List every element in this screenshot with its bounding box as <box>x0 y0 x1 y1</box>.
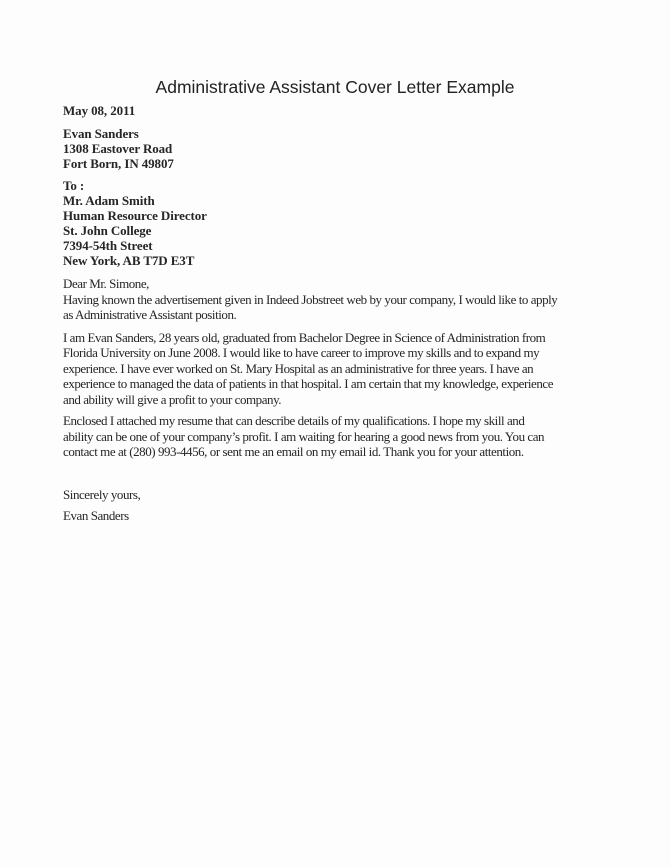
salutation: Dear Mr. Simone, <box>63 276 149 291</box>
recipient-street: 7394-54th Street <box>63 238 153 253</box>
paragraph-closing-statement <box>63 413 620 460</box>
recipient-address-block <box>63 178 620 268</box>
recipient-name: Mr. Adam Smith <box>63 193 155 208</box>
recipient-label: To : <box>63 178 85 193</box>
paragraph-line: Florida University on June 2008. I would like to have career to improve my skills and to expand my <box>63 345 540 360</box>
sender-address-block <box>63 126 620 171</box>
paragraph-line: experience. I have ever worked on St. Mary Hospital as an administrative for three years. I have an <box>63 360 534 376</box>
paragraph-opening <box>63 276 620 323</box>
signature-name: Evan Sanders <box>63 508 129 523</box>
recipient-organization: St. John College <box>63 223 152 238</box>
recipient-city-postal: New York, AB T7D E3T <box>63 253 195 268</box>
sender-city-state-zip: Fort Born, IN 49807 <box>63 156 174 171</box>
letter-date: May 08, 2011 <box>63 103 136 118</box>
page-title: Administrative Assistant Cover Letter Example <box>155 77 515 97</box>
paragraph-line: and ability will give a profit to your company. <box>63 391 282 407</box>
sender-street: 1308 Eastover Road <box>63 141 173 156</box>
paragraph-qualifications <box>63 330 620 408</box>
paragraph-line: Enclosed I attached my resume that can describe details of my qualifications. I hope my skill and <box>63 413 525 428</box>
letter-content <box>63 103 620 524</box>
paragraph-line: experience to managed the data of patients in that hospital. I am certain that my knowledge, experience <box>63 376 554 391</box>
sender-name: Evan Sanders <box>63 126 139 141</box>
paragraph-line: as Administrative Assistant position. <box>63 307 237 322</box>
recipient-job-title: Human Resource Director <box>63 208 207 223</box>
paragraph-line: I am Evan Sanders, 28 years old, graduated from Bachelor Degree in Science of Administration from <box>63 329 546 345</box>
paragraph-line: contact me at (280) 993-4456, or sent me an email on my email id. Thank you for your attention. <box>63 444 524 459</box>
paragraph-line: Having known the advertisement given in Indeed Jobstreet web by your company, I would like to apply <box>63 291 558 307</box>
paragraph-line: ability can be one of your company’s profit. I am waiting for hearing a good news from you. You can <box>63 428 545 444</box>
closing-phrase: Sincerely yours, <box>63 486 141 502</box>
